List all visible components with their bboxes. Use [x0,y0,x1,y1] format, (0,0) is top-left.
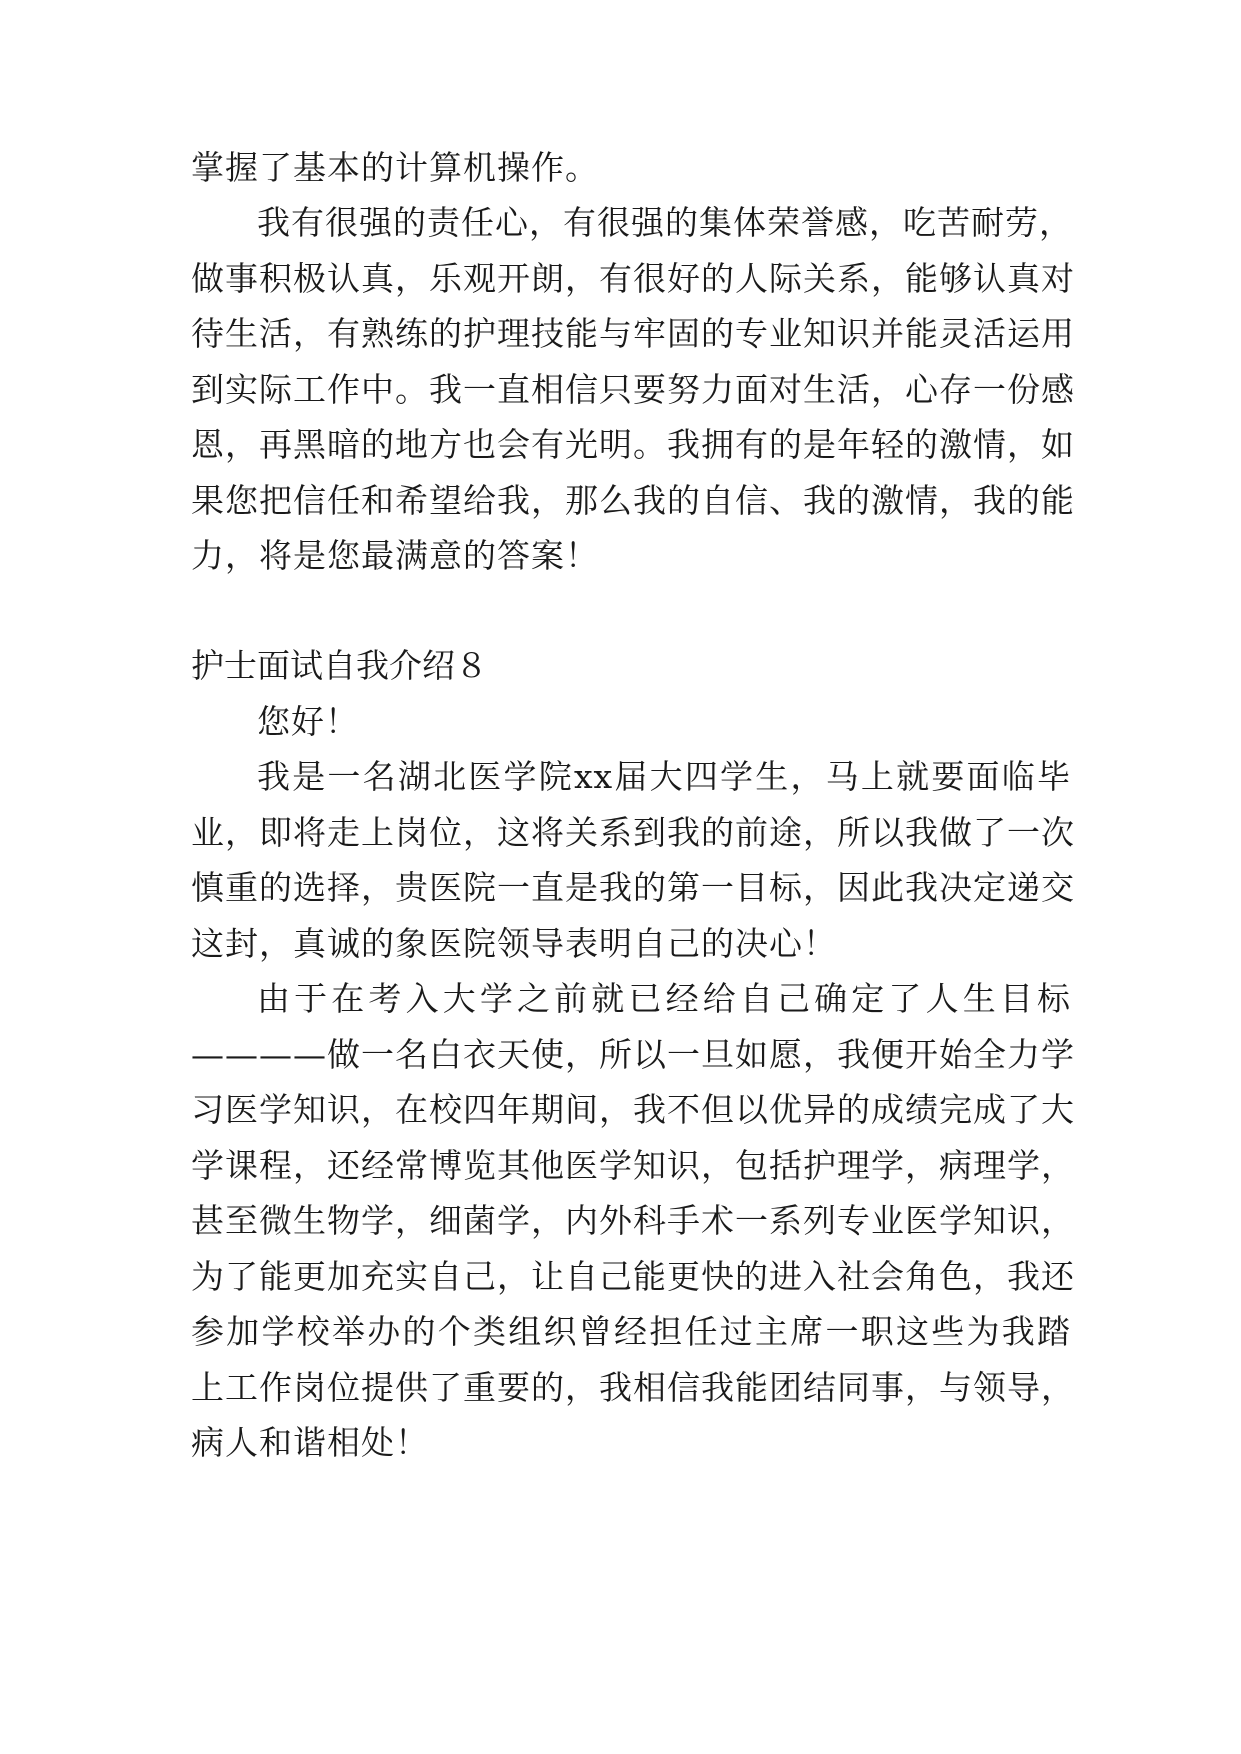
paragraph-line: 业，即将走上岗位，这将关系到我的前途，所以我做了一次 [191,813,1075,852]
paragraph-line: 我有很强的责任心，有很强的集体荣誉感，吃苦耐劳， [257,203,1073,242]
paragraph-line: 参加学校举办的个类组织曾经担任过主席一职这些为我踏 [191,1312,1071,1351]
paragraph-line: 学课程，还经常博览其他医学知识，包括护理学，病理学， [191,1146,1075,1185]
paragraph-line: 习医学知识，在校四年期间，我不但以优异的成绩完成了大 [191,1090,1075,1129]
paragraph-line: 到实际工作中。我一直相信只要努力面对生活，心存一份感 [191,370,1075,409]
paragraph-line: 这封，真诚的象医院领导表明自己的决心！ [191,924,837,963]
paragraph-line: 慎重的选择，贵医院一直是我的第一目标，因此我决定递交 [191,868,1075,907]
paragraph-line: 上工作岗位提供了重要的，我相信我能团结同事，与领导， [191,1368,1075,1407]
paragraph-line: 由于在考入大学之前就已经给自己确定了人生目标 [257,979,1071,1018]
paragraph-line: 力，将是您最满意的答案！ [191,536,599,575]
paragraph-line: 我是一名湖北医学院xx届大四学生，马上就要面临毕 [257,757,1071,796]
paragraph-line: 病人和谐相处！ [191,1423,429,1462]
paragraph-line: ————做一名白衣天使，所以一旦如愿，我便开始全力学 [191,1035,1075,1074]
paragraph-line: 恩，再黑暗的地方也会有光明。我拥有的是年轻的激情，如 [191,425,1075,464]
paragraph-line: 为了能更加充实自己，让自己能更快的进入社会角色，我还 [191,1257,1075,1296]
section-title: 护士面试自我介绍８ [191,646,488,685]
paragraph-line: 甚至微生物学，细菌学，内外科手术一系列专业医学知识， [191,1201,1075,1240]
paragraph-line: 待生活，有熟练的护理技能与牢固的专业知识并能灵活运用 [191,314,1075,353]
continuation-line: 掌握了基本的计算机操作。 [191,148,599,187]
paragraph-line: 果您把信任和希望给我，那么我的自信、我的激情，我的能 [191,481,1075,520]
paragraph-line: 做事积极认真，乐观开朗，有很好的人际关系，能够认真对 [191,259,1075,298]
greeting: 您好！ [257,702,359,741]
